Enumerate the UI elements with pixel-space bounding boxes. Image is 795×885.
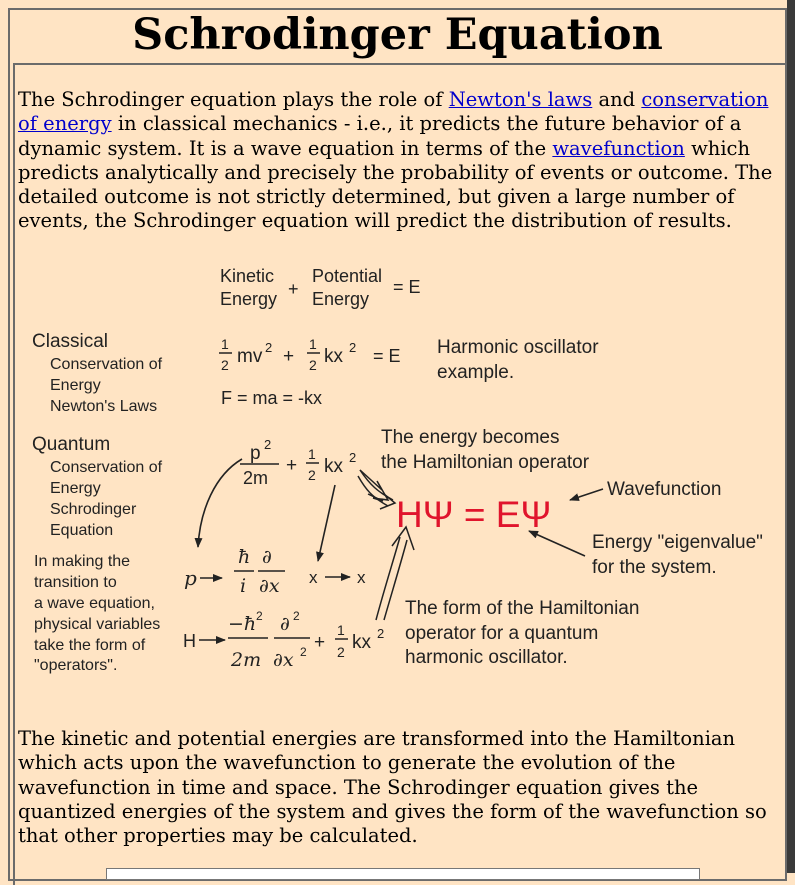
kx-square-2: 2 — [349, 450, 357, 465]
quantum-heading: Quantum — [32, 434, 111, 455]
kx-term-2: kx — [324, 456, 343, 477]
wavefunction-link[interactable]: wavefunction — [552, 136, 685, 160]
mv-term: mv — [237, 346, 263, 367]
energy-becomes-2: the Hamiltonian operator — [381, 452, 590, 473]
equals-e-2: = E — [373, 346, 401, 366]
partial-x-squared: ∂x — [273, 649, 294, 671]
quantum-schrodinger: Schrodinger — [50, 501, 137, 518]
classical-cons-energy: Energy — [50, 377, 101, 394]
conservation-of-energy-link[interactable]: conservation of energy — [18, 88, 769, 136]
position-operator: x — [357, 568, 366, 587]
potential-label: Potential — [312, 266, 383, 286]
plus-sign-3: + — [286, 455, 298, 476]
intro-text-1: The Schrodinger equation plays the role of — [18, 88, 449, 111]
transition-line-6: "operators". — [34, 657, 118, 674]
half-num-1: 1 — [221, 336, 229, 352]
two-m-denominator: 2m — [243, 468, 269, 488]
intro-text-2: and — [592, 88, 642, 111]
kinetic-energy-label: Energy — [220, 289, 278, 309]
schrodinger-equation-display: HΨ = EΨ — [396, 494, 552, 535]
neg-hbar-squared: −ħ — [228, 613, 257, 635]
half-den-1: 2 — [221, 357, 229, 373]
partial-x-symbol: ∂x — [259, 575, 280, 597]
half-den-3: 2 — [308, 467, 316, 483]
form-label-2: operator for a quantum — [405, 623, 599, 644]
harmonic-label-1: Harmonic oscillator — [437, 337, 599, 358]
p-squared: p — [250, 443, 261, 464]
transition-line-1: In making the — [34, 553, 131, 570]
transition-line-3: a wave equation, — [34, 595, 155, 612]
plus-sign-4: + — [314, 632, 326, 653]
newtons-laws-link[interactable]: Newton's laws — [448, 88, 593, 111]
classical-heading: Classical — [32, 331, 109, 352]
half-num-2: 1 — [309, 336, 317, 352]
closing-paragraph: The kinetic and potential energies are transformed into the Hamiltonian which acts upon the wavefunction to generate the evolution of the wavefunction in time and space. The Schrodinger equation gives the quantized energies of the system and gives the form of the wavefunction so that other properties may be calculated. — [18, 727, 767, 848]
half-num-4: 1 — [337, 622, 345, 638]
bottom-box — [106, 868, 700, 880]
partial-symbol: ∂ — [262, 546, 272, 568]
wavefunction-label: Wavefunction — [607, 479, 722, 500]
hamiltonian-symbol: H — [183, 631, 196, 651]
eigenvalue-label-1: Energy "eigenvalue" — [592, 532, 763, 553]
position-symbol: x — [309, 568, 318, 587]
hbar-square-exp: 2 — [256, 609, 263, 623]
two-m-symbol: 2m — [231, 649, 262, 671]
half-den-4: 2 — [337, 644, 345, 660]
harmonic-label-2: example. — [437, 362, 515, 383]
plus-sign-2: + — [283, 346, 295, 367]
kx-square: 2 — [349, 340, 357, 355]
transition-line-4: physical variables — [34, 616, 161, 633]
eigenvalue-label-2: for the system. — [592, 557, 717, 578]
kx-square-3: 2 — [377, 626, 385, 641]
quantum-equation: Equation — [50, 522, 114, 539]
quantum-cons-of: Conservation of — [50, 459, 163, 476]
intro-text-4: which predicts analytically and precisely the probability of events or outcome. The detailed outcome is not strictly determined, but given a large number of events, the Schrodinger equation will predict the distribution of results. — [18, 136, 773, 233]
kinetic-label: Kinetic — [220, 266, 275, 286]
p-square-exp: 2 — [264, 437, 272, 452]
intro-text-3: in classical mechanics - i.e., it predicts the future behavior of a dynamic system. It is a wave equation in terms of the — [18, 112, 742, 160]
form-label-3: harmonic oscillator. — [405, 647, 568, 668]
transition-line-5: take the form of — [34, 637, 146, 654]
plus-sign: + — [288, 279, 299, 299]
form-label-1: The form of the Hamiltonian — [405, 598, 640, 619]
kx-term: kx — [324, 346, 343, 367]
x-square-exp: 2 — [300, 645, 307, 659]
mv-square: 2 — [265, 340, 273, 355]
kx-term-3: kx — [352, 632, 371, 653]
page-title: Schrodinger Equation — [132, 10, 663, 60]
quantum-energy: Energy — [50, 480, 101, 497]
classical-newtons-laws: Newton's Laws — [50, 398, 158, 415]
i-symbol: i — [240, 575, 247, 597]
classical-cons-of: Conservation of — [50, 356, 163, 373]
partial-squared: ∂ — [280, 613, 290, 635]
half-num-3: 1 — [308, 446, 316, 462]
transition-line-2: transition to — [34, 574, 117, 591]
potential-energy-label: Energy — [312, 289, 370, 309]
momentum-symbol: p — [184, 566, 197, 590]
hbar-symbol: ħ — [238, 546, 251, 568]
half-den-2: 2 — [309, 357, 317, 373]
newton-force-eq: F = ma = -kx — [221, 388, 323, 408]
energy-becomes-1: The energy becomes — [381, 427, 560, 448]
equals-e-label: = E — [393, 277, 421, 297]
partial-square-exp: 2 — [293, 609, 300, 623]
